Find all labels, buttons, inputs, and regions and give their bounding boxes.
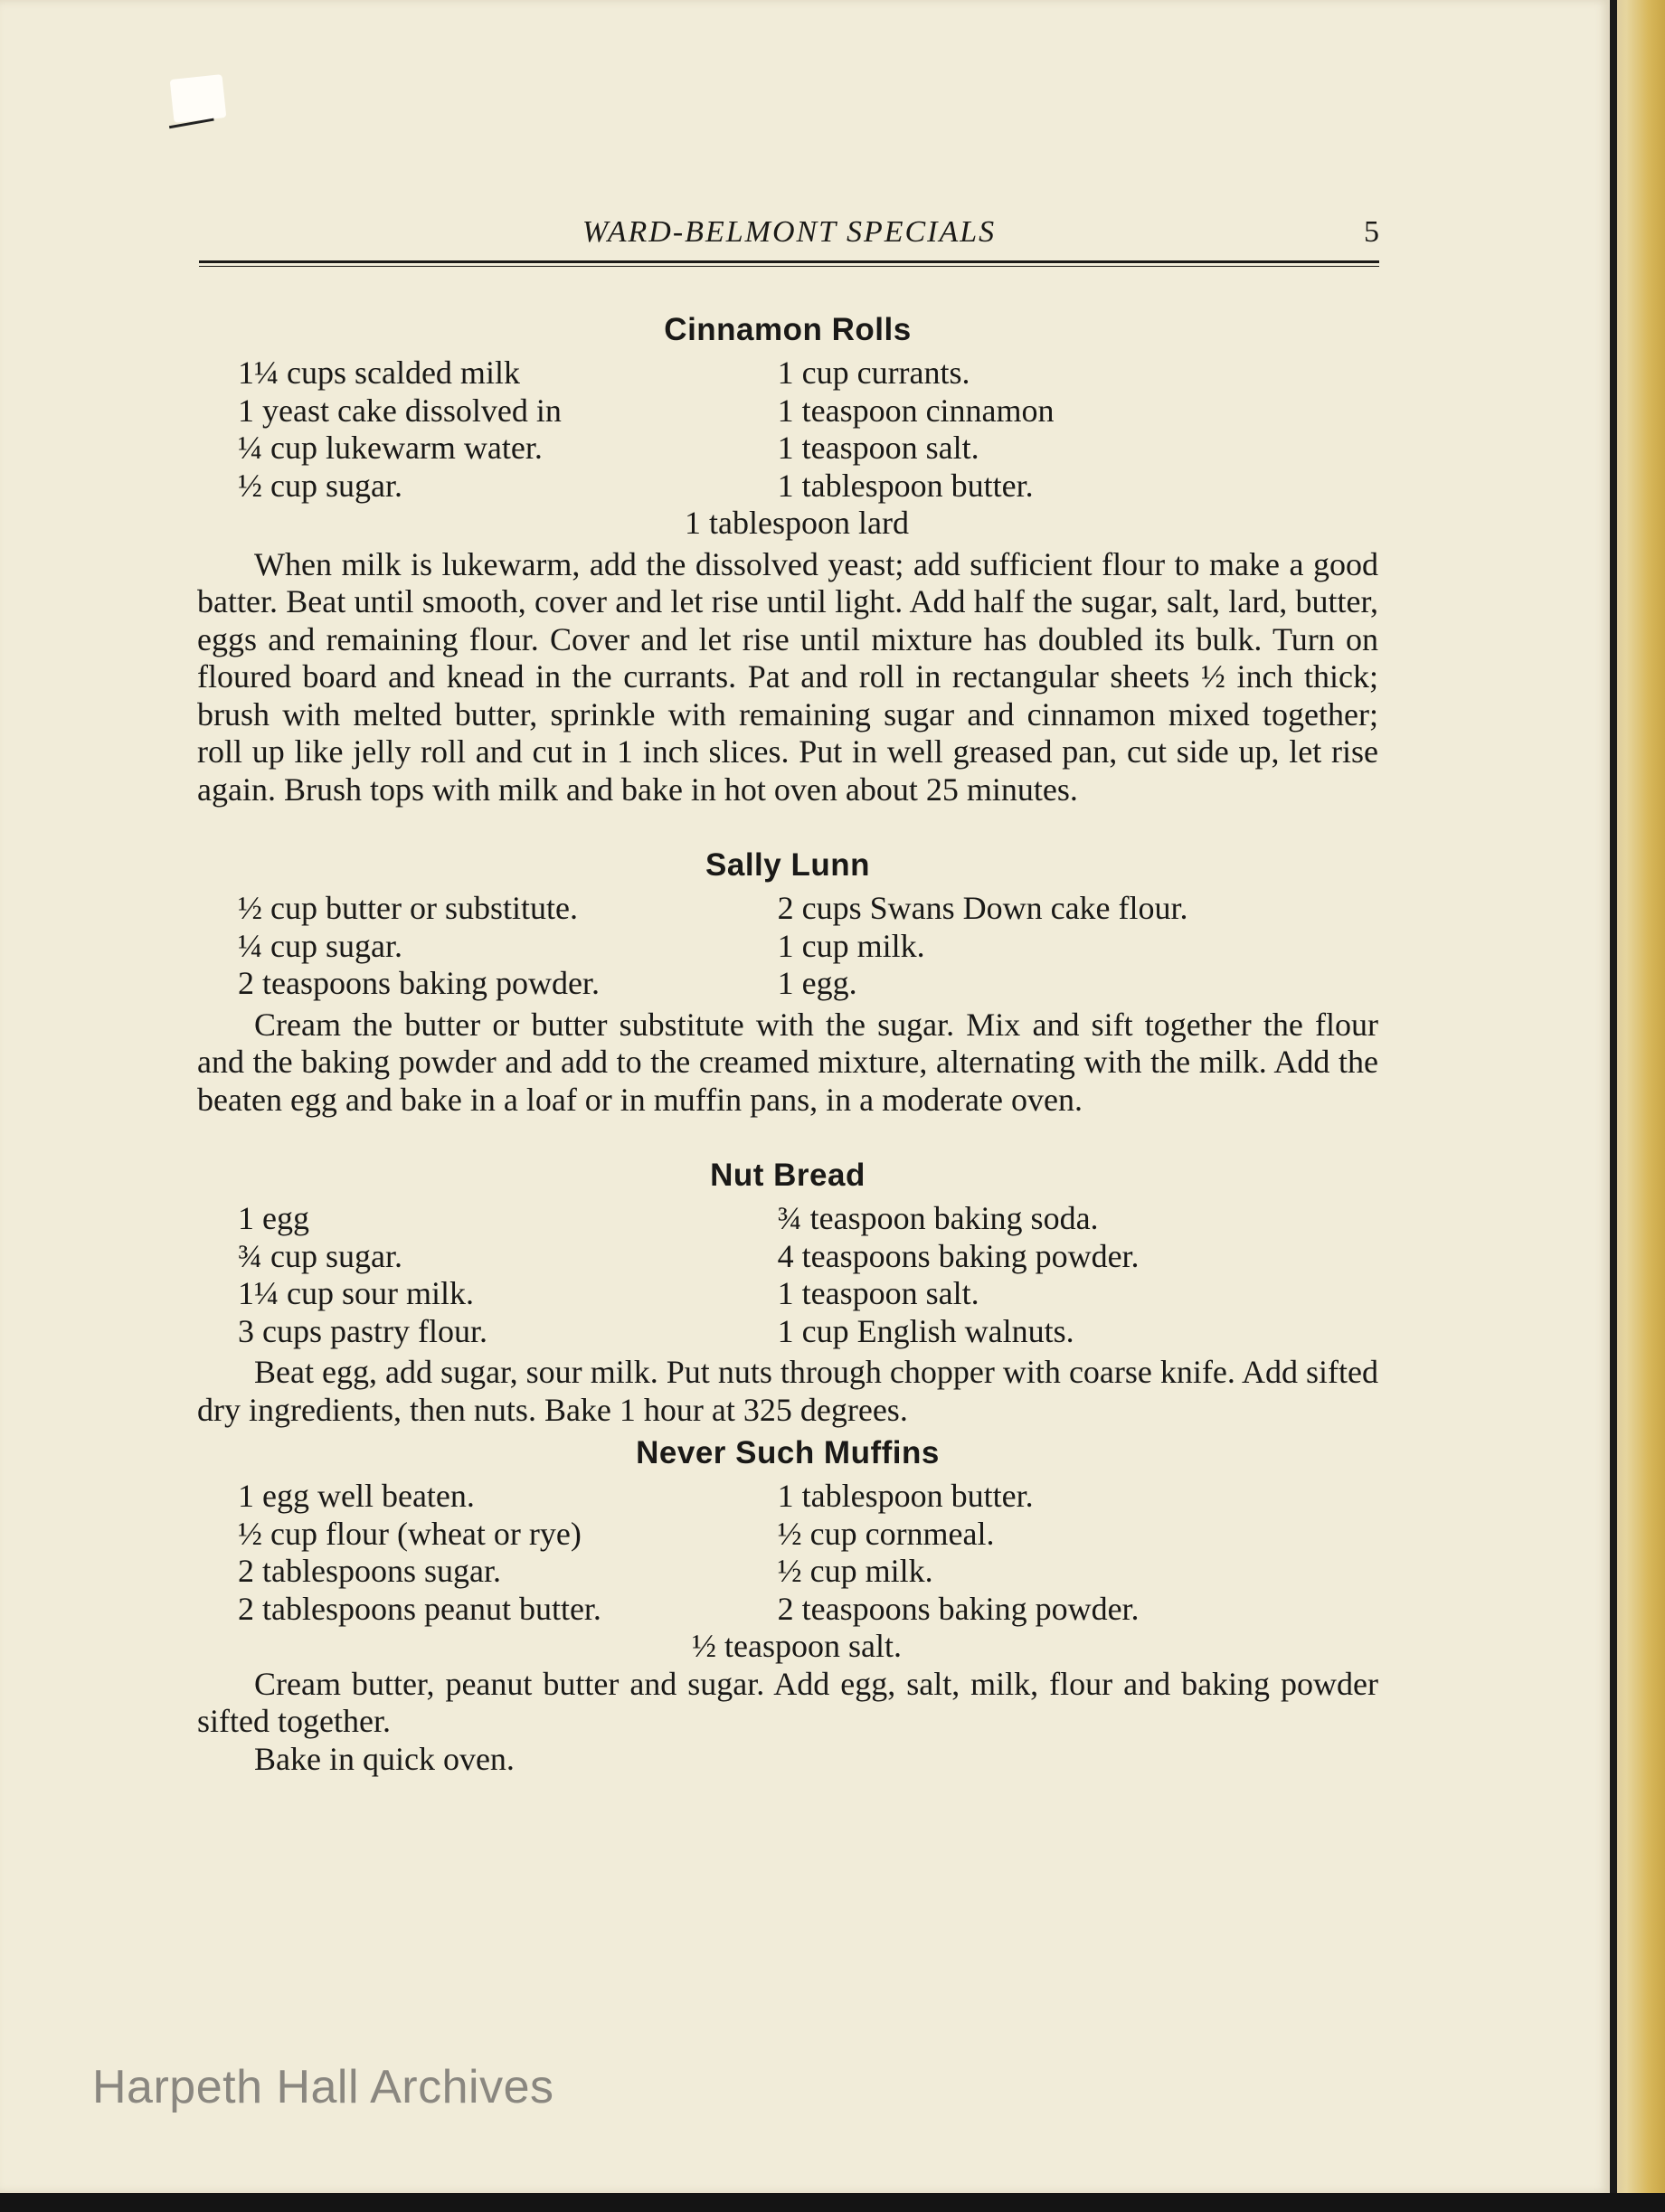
ingredient: ¼ cup lukewarm water. xyxy=(238,430,543,466)
ingredient: 2 tablespoons sugar. xyxy=(238,1553,501,1589)
recipe-instructions: Cream butter, peanut butter and sugar. Add egg, salt, milk, flour and baking powder sifted together. xyxy=(197,1665,1378,1739)
ingredient: 2 teaspoons baking powder. xyxy=(238,965,600,1001)
ingredient: 1 tablespoon butter. xyxy=(777,1478,1034,1514)
page-header xyxy=(199,215,1379,260)
ingredient: 1 teaspoon salt. xyxy=(777,1275,979,1311)
ingredient: 2 tablespoons peanut butter. xyxy=(238,1590,601,1627)
book-edge xyxy=(1610,0,1665,2193)
ingredient-column-right xyxy=(778,890,1378,1003)
ingredient: 1 yeast cake dissolved in xyxy=(238,392,562,429)
recipe-title: Nut Bread xyxy=(710,1158,866,1193)
ingredient: 1 teaspoon salt. xyxy=(777,430,979,466)
ingredient: ½ cup butter or substitute. xyxy=(238,890,578,926)
ingredient: ¾ cup sugar. xyxy=(238,1237,402,1274)
ingredient: ½ cup cornmeal. xyxy=(777,1515,995,1552)
running-title: WARD-BELMONT SPECIALS xyxy=(582,215,997,249)
page-gutter-shadow xyxy=(1610,0,1617,2193)
ingredient-column-left xyxy=(238,1200,633,1350)
ingredient: 4 teaspoons baking powder. xyxy=(777,1237,1140,1274)
recipe-title: Sally Lunn xyxy=(705,847,870,883)
ingredient-column-left xyxy=(238,1478,633,1628)
ingredient: 1 cup English walnuts. xyxy=(777,1312,1074,1349)
ingredient: 2 teaspoons baking powder. xyxy=(777,1590,1140,1627)
scan-border xyxy=(0,2193,1665,2212)
recipe-nut-bread xyxy=(197,1151,1378,1429)
recipe-instructions: Cream the butter or butter substitute with the sugar. Mix and sift together the flour and the baking powder and add to the creamed mixture, alternating with the milk. Add the beaten egg and bake in a loaf or in muffin pans, in a moderate oven. xyxy=(197,1006,1378,1118)
ingredient-extra: 1 tablespoon lard xyxy=(685,505,909,541)
header-rule xyxy=(199,260,1379,263)
ingredient: ¼ cup sugar. xyxy=(238,927,402,964)
ingredient: 1 cup milk. xyxy=(777,927,925,964)
ingredient-extra: ½ teaspoon salt. xyxy=(692,1628,902,1664)
ingredient: 3 cups pastry flour. xyxy=(238,1312,487,1349)
ingredient-column-left xyxy=(238,354,633,505)
ingredient-column-right xyxy=(778,354,1378,505)
ingredient-list xyxy=(197,890,1378,1003)
ingredient: 1 cup currants. xyxy=(777,354,970,391)
ingredient: ½ cup sugar. xyxy=(238,467,402,504)
ingredient: 1¼ cup sour milk. xyxy=(238,1275,474,1311)
paper-tab-mark xyxy=(170,74,227,123)
archive-watermark: Harpeth Hall Archives xyxy=(92,2061,554,2113)
ingredient-column-right xyxy=(778,1478,1378,1628)
page-content xyxy=(197,306,1378,1778)
recipe-title: Cinnamon Rolls xyxy=(664,312,912,347)
recipe-instructions: Beat egg, add sugar, sour milk. Put nuts through chopper with coarse knife. Add sifted dry ingredients, then nuts. Bake 1 hour at 325 degrees. xyxy=(197,1354,1378,1428)
ingredient: 1 egg well beaten. xyxy=(238,1478,475,1514)
ingredient: 1 teaspoon cinnamon xyxy=(777,392,1055,429)
ingredient: ½ cup milk. xyxy=(777,1553,933,1589)
page-number: 5 xyxy=(1364,215,1379,249)
ingredient-list xyxy=(197,1478,1378,1628)
ingredient-list xyxy=(197,1200,1378,1350)
ingredient-column-right xyxy=(778,1200,1378,1350)
recipe-instructions: When milk is lukewarm, add the dissolved yeast; add sufficient flour to make a good batter. Beat until smooth, cover and let rise until light. Add half the sugar, salt, lard, butter, eggs and remaining flour. Cover and let rise until mixture has doubled its bulk. Turn on floured board and knead in the currants. Pat and roll in rectangular sheets ½ inch thick; brush with melted butter, sprinkle with remaining sugar and cinnamon mixed together; roll up like jelly roll and cut in 1 inch slices. Put in well greased pan, cut side up, let rise again. Brush tops with milk and bake in hot oven about 25 minutes. xyxy=(197,545,1378,808)
recipe-instructions-final: Bake in quick oven. xyxy=(254,1740,515,1777)
ingredient: ¾ teaspoon baking soda. xyxy=(777,1200,1099,1236)
ingredient: 2 cups Swans Down cake flour. xyxy=(777,890,1188,926)
ingredient: 1¼ cups scalded milk xyxy=(238,354,520,391)
ingredient: 1 egg. xyxy=(777,965,857,1001)
recipe-cinnamon-rolls xyxy=(197,306,1378,808)
ingredient: 1 tablespoon butter. xyxy=(777,467,1034,504)
header-rule-thin xyxy=(199,266,1379,267)
ingredient: 1 egg xyxy=(238,1200,309,1236)
ingredient: ½ cup flour (wheat or rye) xyxy=(238,1515,582,1552)
recipe-never-such-muffins xyxy=(197,1429,1378,1778)
ingredient-column-left xyxy=(238,890,633,1003)
ingredient-list xyxy=(197,354,1378,505)
recipe-sally-lunn xyxy=(197,841,1378,1119)
recipe-title: Never Such Muffins xyxy=(636,1435,940,1470)
